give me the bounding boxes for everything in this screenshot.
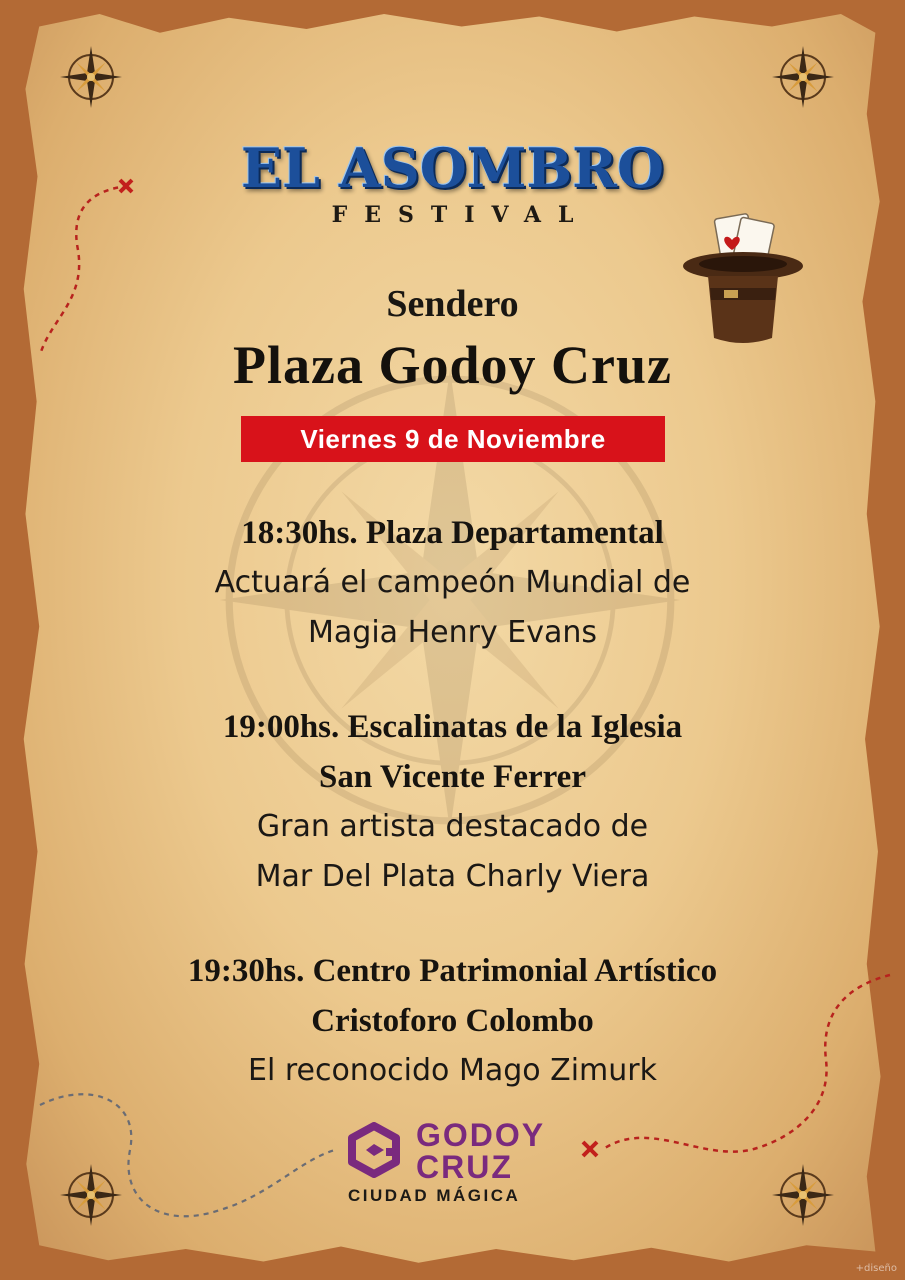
schedule-time-place: Cristoforo Colombo [311, 1003, 594, 1039]
magician-hat-icon [680, 210, 810, 350]
date-badge: Viernes 9 de Noviembre [241, 416, 665, 462]
schedule-item [0, 702, 905, 902]
compass-icon [770, 44, 836, 110]
schedule-time-place: San Vicente Ferrer [319, 759, 586, 795]
compass-icon [770, 1162, 836, 1228]
venue-title: Plaza Godoy Cruz [233, 335, 672, 395]
designer-credit: +diseño [855, 1263, 897, 1274]
schedule-time-place: 18:30hs. Plaza Departamental [241, 515, 664, 551]
festival-subtitle: FESTIVAL [331, 202, 591, 228]
brand-tagline: CIUDAD MÁGICA [348, 1186, 521, 1205]
schedule-time-place: 19:00hs. Escalinatas de la Iglesia [222, 709, 683, 745]
schedule-time-place: 19:30hs. Centro Patrimonial Artístico [187, 953, 718, 989]
schedule-list [0, 508, 905, 1140]
schedule-item [0, 508, 905, 658]
schedule-description: Mar Del Plata Charly Viera [255, 859, 650, 894]
schedule-item [0, 946, 905, 1096]
compass-icon [58, 44, 124, 110]
compass-icon [58, 1162, 124, 1228]
festival-name: EL ASOMBRO [240, 136, 665, 200]
schedule-description: Actuará el campeón Mundial de [214, 565, 691, 600]
festival-logo [0, 136, 905, 228]
brand-name-line1: GODOY [416, 1117, 546, 1153]
brand-name-line2: CRUZ [416, 1149, 513, 1185]
godoy-cruz-emblem-icon [346, 1122, 402, 1178]
route-label: Sendero [386, 283, 519, 325]
godoy-cruz-logo [340, 1118, 570, 1214]
schedule-description: El reconocido Mago Zimurk [248, 1053, 657, 1088]
schedule-description: Magia Henry Evans [308, 615, 597, 650]
schedule-description: Gran artista destacado de [256, 809, 649, 844]
